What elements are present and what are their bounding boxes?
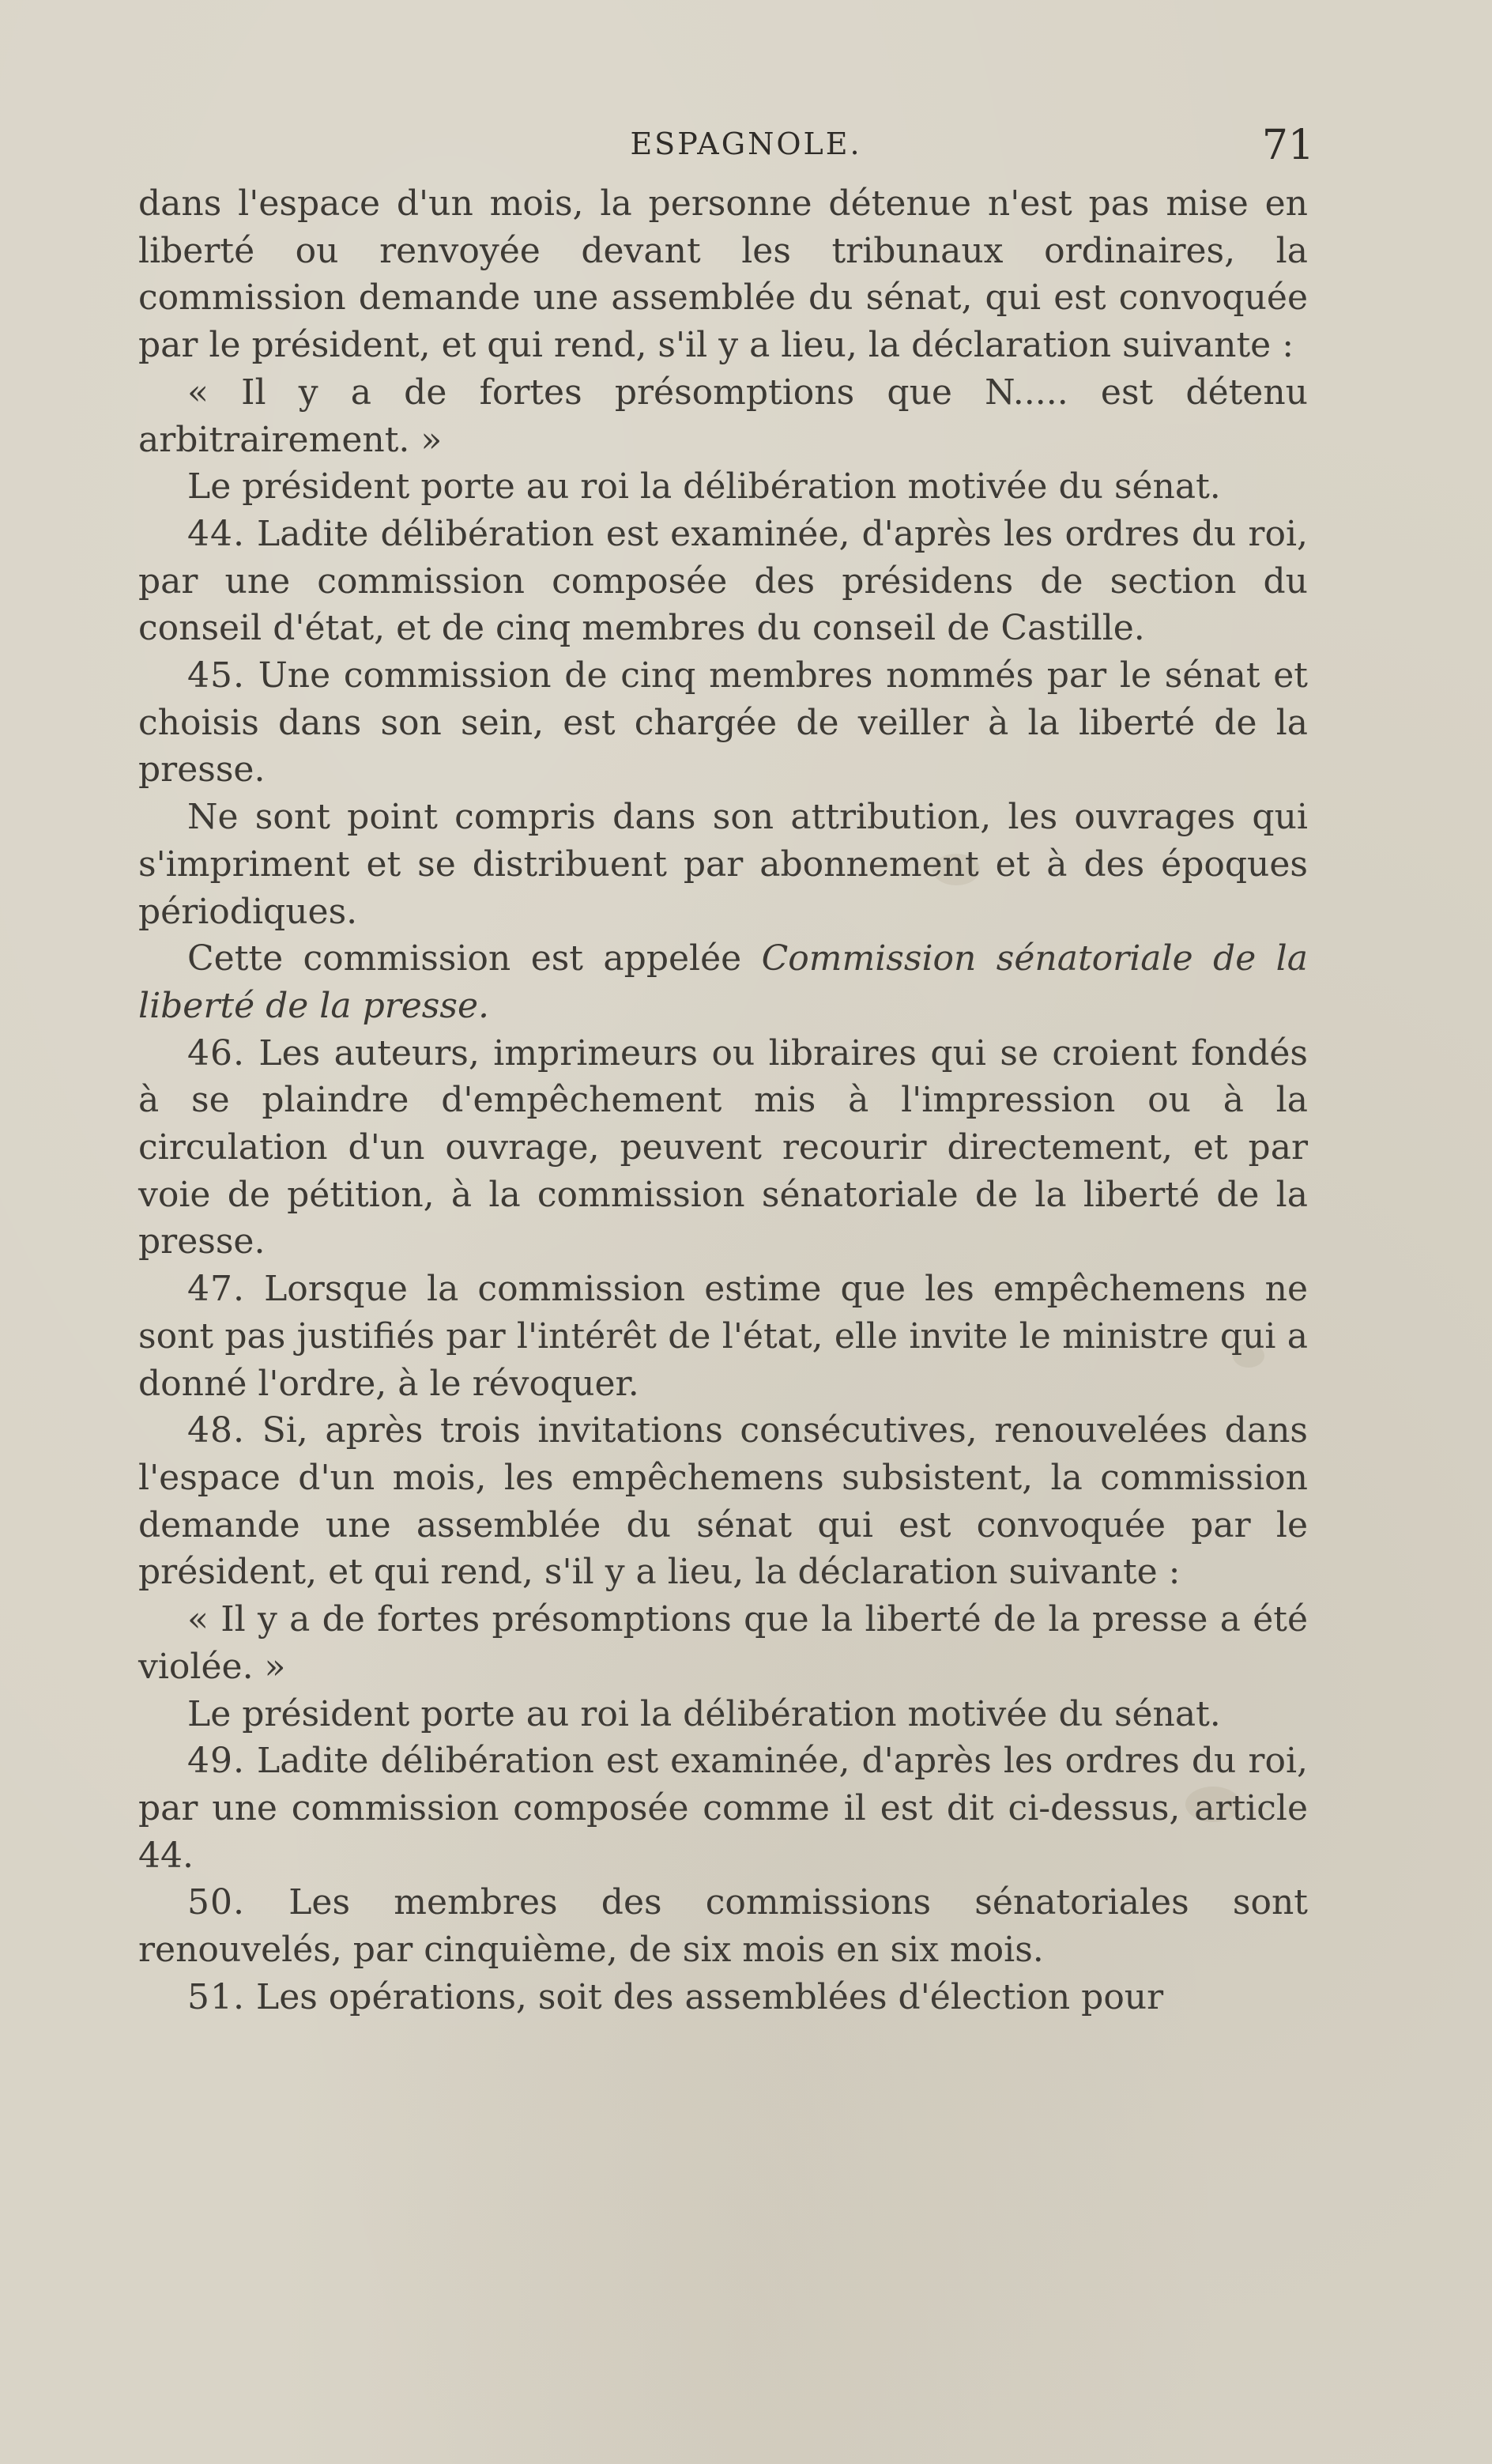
article-number: 46. xyxy=(187,1032,245,1074)
article-47 xyxy=(138,1266,1308,1407)
body-text xyxy=(138,180,1308,2021)
article-51 xyxy=(138,1974,1308,2021)
article-number: 49. xyxy=(187,1741,245,1782)
paragraph-continuation: dans l'espace d'un mois, la personne détenue n'est pas mise en liberté ou renvoyée devant les tribunaux ordinaires, la commission demande une assemblée du sénat, qui est convoquée par le président, et qui rend, s'il y a lieu, la déclaration suivante : xyxy=(138,183,1308,366)
article-46 xyxy=(138,1030,1308,1266)
article-45 xyxy=(138,652,1308,794)
article-number: 44. xyxy=(187,513,245,554)
article-text: Une commission de cinq membres nommés par le sénat et choisis dans son sein, est chargée de veiller à la liberté de la presse. xyxy=(138,655,1308,791)
paragraph: Le président porte au roi la délibération motivée du sénat. xyxy=(187,466,1221,508)
article-44 xyxy=(138,511,1308,652)
page-header xyxy=(0,122,1492,174)
article-text: Les membres des commissions sénatoriales sont renouvelés, par cinquième, de six mois en six mois. xyxy=(138,1882,1308,1971)
article-text: Ladite délibération est examinée, d'après les ordres du roi, par une commission composée comme il est dit ci-dessus, article 44. xyxy=(138,1741,1308,1876)
article-number: 45. xyxy=(187,655,245,696)
article-text: Les auteurs, imprimeurs ou libraires qui se croient fondés à se plaindre d'empêchement mis à l'impression ou à la circulation d'un ouvrage, peuvent recourir directement, et par voie de pétition, à la commission sénatoriale de la liberté de la presse. xyxy=(138,1032,1308,1262)
article-text: Lorsque la commission estime que les empêchemens ne sont pas justifiés par l'intérêt de l'état, elle invite le ministre qui a donné l'ordre, à le révoquer. xyxy=(138,1269,1308,1404)
article-49 xyxy=(138,1738,1308,1879)
paragraph: Ne sont point compris dans son attribution, les ouvrages qui s'impriment et se distribuent par abonnement et à des époques périodiques. xyxy=(138,797,1308,932)
article-text: Si, après trois invitations consécutives, renouvelées dans l'espace d'un mois, les empêchemens subsistent, la commission demande une assemblée du sénat qui est convoquée par le président, et qui rend, s'il y a lieu, la déclaration suivante : xyxy=(138,1410,1308,1593)
paragraph: Le président porte au roi la délibération motivée du sénat. xyxy=(187,1693,1221,1734)
article-number: 51. xyxy=(187,1976,245,2017)
running-head: ESPAGNOLE. xyxy=(630,126,862,161)
article-number: 47. xyxy=(187,1269,245,1310)
page-number: 71 xyxy=(1261,122,1314,169)
article-number: 48. xyxy=(187,1410,245,1451)
paragraph-quote: « Il y a de fortes présomptions que la liberté de la presse a été violée. » xyxy=(138,1599,1308,1687)
paragraph-quote: « Il y a de fortes présomptions que N..... est détenu arbitrairement. » xyxy=(138,372,1308,460)
commission-name: Commission sénatoriale de la liberté de la presse. xyxy=(138,938,1308,1026)
paragraph-named-commission xyxy=(138,935,1308,1029)
paragraph-text: Cette commission est appelée xyxy=(187,938,742,979)
article-48 xyxy=(138,1407,1308,1596)
article-number: 50. xyxy=(187,1882,245,1923)
article-text: Les opérations, soit des assemblées d'élection pour xyxy=(255,1976,1164,2017)
article-text: Ladite délibération est examinée, d'après les ordres du roi, par une commission composée des présidens de section du conseil d'état, et de cinq membres du conseil de Castille. xyxy=(138,513,1308,649)
article-50 xyxy=(138,1879,1308,1973)
